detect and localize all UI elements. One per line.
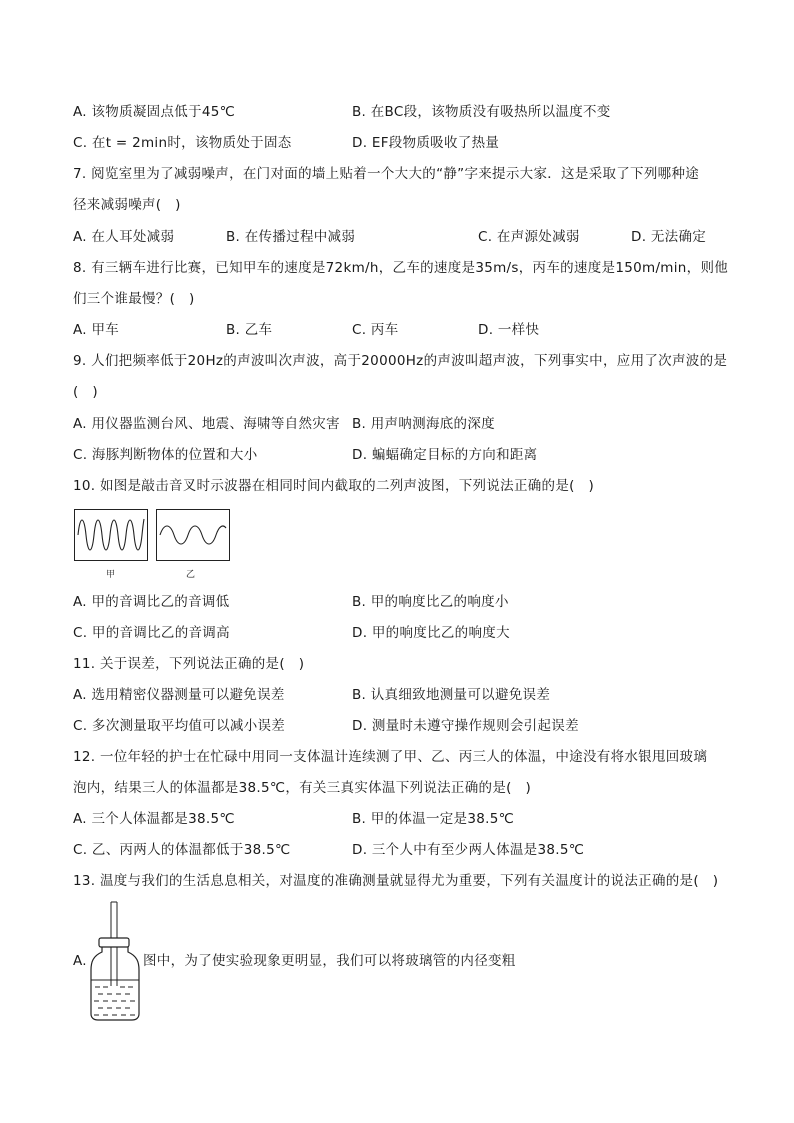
q6-option-d: D. EF段物质吸收了热量: [352, 135, 500, 151]
q9-option-b: B. 用声呐测海底的深度: [352, 416, 495, 432]
q13-stem-line1: 13. 温度与我们的生活息息相关，对温度的准确测量就显得尤为重要，下列有关温度计的说法正确的是( ): [73, 873, 719, 889]
q7-option-b: B. 在传播过程中减弱: [226, 229, 356, 245]
q7-option-a: A. 在人耳处减弱: [73, 229, 175, 245]
q10-label-jia: 甲: [106, 570, 116, 580]
q9-stem-line1: 9. 人们把频率低于20Hz的声波叫次声波，高于20000Hz的声波叫超声波，下列事实中，应用了次声波的是: [73, 353, 728, 369]
q8-option-a: A. 甲车: [73, 322, 120, 338]
q10-option-c: C. 甲的音调比乙的音调高: [73, 625, 230, 641]
q10-label-yi: 乙: [186, 570, 196, 580]
q9-option-a: A. 用仪器监测台风、地震、海啸等自然灾害: [73, 416, 340, 432]
q12-stem-line1: 12. 一位年轻的护士在忙碌中用同一支体温计连续测了甲、乙、丙三人的体温，中途没有将水银甩回玻璃: [73, 749, 708, 765]
q12-stem-line2: 泡内，结果三人的体温都是38.5℃，有关三真实体温下列说法正确的是( ): [73, 780, 532, 796]
q11-option-b: B. 认真细致地测量可以避免误差: [352, 687, 551, 703]
q11-stem-line1: 11. 关于误差，下列说法正确的是( ): [73, 656, 305, 672]
q11-option-c: C. 多次测量取平均值可以减小误差: [73, 718, 286, 734]
q10-option-a: A. 甲的音调比乙的音调低: [73, 594, 230, 610]
thermometer-flask-diagram: [89, 900, 141, 1022]
q8-stem-line1: 8. 有三辆车进行比赛，已知甲车的速度是72km/h，乙车的速度是35m/s，丙车的速度是150m/min，则他: [73, 260, 729, 276]
q13-option-a-text: 图中，为了使实验现象更明显，我们可以将玻璃管的内径变粗: [143, 953, 516, 969]
q12-option-a: A. 三个人体温都是38.5℃: [73, 811, 235, 827]
q8-option-c: C. 丙车: [352, 322, 399, 338]
q10-stem-line1: 10. 如图是敲击音叉时示波器在相同时间内截取的二列声波图，下列说法正确的是( ): [73, 478, 595, 494]
q6-option-a: A. 该物质凝固点低于45℃: [73, 104, 236, 120]
q13-option-a-prefix: A.: [73, 953, 87, 969]
q8-option-b: B. 乙车: [226, 322, 273, 338]
q11-option-a: A. 选用精密仪器测量可以避免误差: [73, 687, 285, 703]
q10-option-d: D. 甲的响度比乙的响度大: [352, 625, 510, 641]
q10-waveform-yi: [156, 509, 230, 561]
q10-waveform-jia: [74, 509, 148, 561]
q12-option-d: D. 三个人中有至少两人体温是38.5℃: [352, 842, 585, 858]
q6-option-b: B. 在BC段，该物质没有吸热所以温度不变: [352, 104, 611, 120]
q9-stem-line2: ( ): [73, 384, 98, 400]
q12-option-c: C. 乙、丙两人的体温都低于38.5℃: [73, 842, 291, 858]
q7-stem-line2: 径来减弱噪声( ): [73, 197, 181, 213]
q12-option-b: B. 甲的体温一定是38.5℃: [352, 811, 515, 827]
q8-option-d: D. 一样快: [478, 322, 540, 338]
q7-option-c: C. 在声源处减弱: [478, 229, 580, 245]
q7-stem-line1: 7. 阅览室里为了减弱噪声，在门对面的墙上贴着一个大大的“静”字来提示大家．这是采取了下列哪种途: [73, 166, 700, 182]
q8-stem-line2: 们三个谁最慢？( ): [73, 291, 195, 307]
q9-option-c: C. 海豚判断物体的位置和大小: [73, 447, 258, 463]
q9-option-d: D. 蝙蝠确定目标的方向和距离: [352, 447, 538, 463]
q7-option-d: D. 无法确定: [631, 229, 707, 245]
q6-option-c: C. 在t = 2min时，该物质处于固态: [73, 135, 292, 151]
q10-option-b: B. 甲的响度比乙的响度小: [352, 594, 509, 610]
q11-option-d: D. 测量时未遵守操作规则会引起误差: [352, 718, 579, 734]
